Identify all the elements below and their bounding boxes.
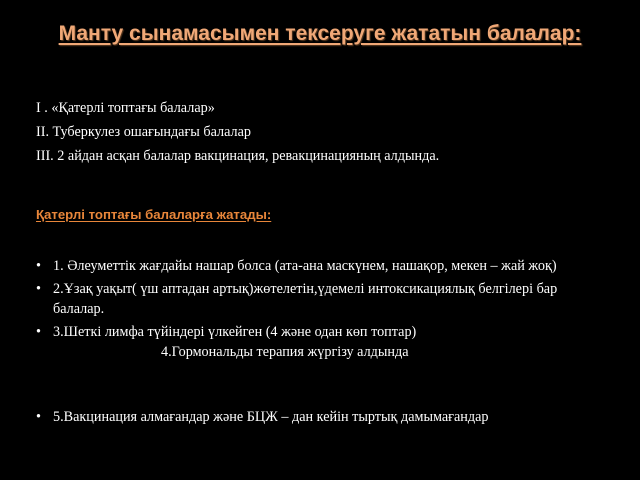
list-item [36, 256, 596, 276]
list-item-text: 1. Әлеуметтік жағдайы нашар болса (ата-ана маскүнем, нашақор, мекен – жай жоқ) [53, 258, 557, 274]
list-item-continuation: 4.Гормональды терапия жүргізу алдында [161, 344, 409, 360]
bullet-marker: • [36, 409, 41, 425]
group-item-3: ІІІ. 2 айдан асқан балалар вакцинация, ревакцинацияның алдында. [36, 148, 440, 164]
list-item-text: 3.Шеткі лимфа түйіндері үлкейген (4 және одан көп топтар) [53, 324, 417, 340]
list-item [36, 322, 596, 362]
risk-criteria-list [36, 256, 596, 425]
slide-title: Манту сынамасымен тексеруге жататын балалар: [58, 22, 582, 45]
bullet-marker: • [36, 324, 41, 340]
risk-group-heading: Қатерлі топтағы балаларға жатады: [36, 207, 272, 222]
group-list [36, 96, 626, 168]
bullet-marker: • [36, 281, 41, 297]
group-item-2: ІІ. Туберкулез ошағындағы балалар [36, 124, 251, 140]
list-item [36, 279, 596, 319]
group-item-1: І . «Қатерлі топтағы балалар» [36, 100, 215, 116]
list-item-text: 5.Вакцинация алмағандар және БЦЖ – дан кейін тыртық дамымағандар [53, 409, 489, 425]
list-item [36, 407, 613, 427]
list-item-text: 2.Ұзақ уақыт( үш аптадан артық)жөтелетін,үдемелі интоксикациялық белгілері бар балалар. [53, 281, 558, 317]
bullet-marker: • [36, 258, 41, 274]
